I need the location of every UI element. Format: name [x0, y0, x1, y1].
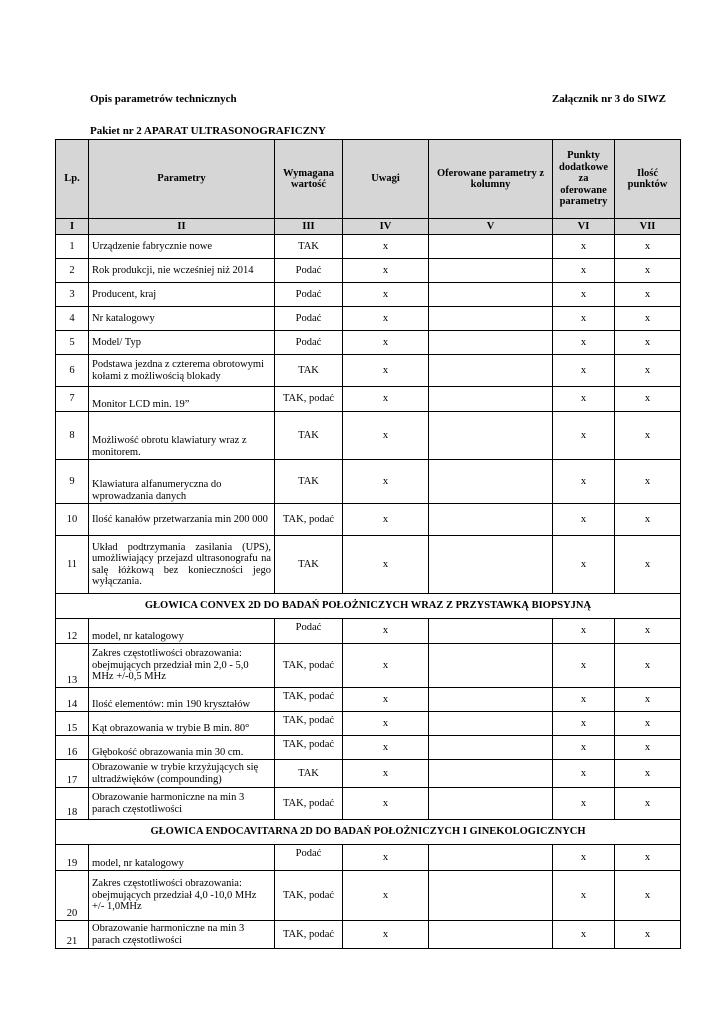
remarks-cell: x [343, 504, 429, 536]
offered-parameters-cell [429, 871, 553, 921]
row-number: 4 [56, 307, 89, 331]
points-count-cell: x [615, 921, 681, 949]
remarks-cell: x [343, 412, 429, 460]
extra-points-cell: x [553, 259, 615, 283]
row-number: 12 [56, 619, 89, 644]
roman-numeral: II [89, 219, 275, 235]
required-value: TAK, podać [275, 387, 343, 412]
required-value: TAK, podać [275, 644, 343, 688]
parameter-name: Producent, kraj [89, 283, 275, 307]
row-number: 6 [56, 355, 89, 387]
section-header-row [56, 820, 681, 845]
roman-numeral: V [429, 219, 553, 235]
remarks-cell: x [343, 307, 429, 331]
parameter-name: Obrazowanie harmoniczne na min 3 parach częstotliwości [89, 921, 275, 949]
points-count-cell: x [615, 259, 681, 283]
parameter-name: Klawiatura alfanumeryczna do wprowadzania danych [89, 460, 275, 504]
points-count-cell: x [615, 688, 681, 712]
points-count-cell: x [615, 504, 681, 536]
attachment-label: Załącznik nr 3 do SIWZ [551, 93, 666, 105]
remarks-cell: x [343, 688, 429, 712]
required-value: Podać [275, 619, 343, 644]
required-value: TAK [275, 235, 343, 259]
offered-parameters-cell [429, 235, 553, 259]
extra-points-cell: x [553, 921, 615, 949]
row-number: 10 [56, 504, 89, 536]
required-value: TAK [275, 536, 343, 594]
remarks-cell: x [343, 760, 429, 788]
points-count-cell: x [615, 331, 681, 355]
column-header-punkty: Punkty dodatkowe za oferowane parametry [553, 140, 615, 219]
parameter-name: model, nr katalogowy [89, 619, 275, 644]
points-count-cell: x [615, 619, 681, 644]
offered-parameters-cell [429, 736, 553, 760]
required-value: TAK, podać [275, 871, 343, 921]
offered-parameters-cell [429, 412, 553, 460]
points-count-cell: x [615, 307, 681, 331]
required-value: Podać [275, 259, 343, 283]
row-number: 17 [56, 760, 89, 788]
extra-points-cell: x [553, 387, 615, 412]
column-header-uwagi: Uwagi [343, 140, 429, 219]
table-row [56, 504, 681, 536]
parameter-name: Ilość kanałów przetwarzania min 200 000 [89, 504, 275, 536]
section-header-row [56, 594, 681, 619]
points-count-cell: x [615, 460, 681, 504]
remarks-cell: x [343, 788, 429, 820]
points-count-cell: x [615, 760, 681, 788]
required-value: TAK, podać [275, 736, 343, 760]
row-number: 13 [56, 644, 89, 688]
extra-points-cell: x [553, 460, 615, 504]
offered-parameters-cell [429, 712, 553, 736]
remarks-cell: x [343, 921, 429, 949]
column-header-parametry: Parametry [89, 140, 275, 219]
remarks-cell: x [343, 460, 429, 504]
extra-points-cell: x [553, 412, 615, 460]
remarks-cell: x [343, 644, 429, 688]
parameter-name: Podstawa jezdna z czterema obrotowymi kołami z możliwością blokady [89, 355, 275, 387]
extra-points-cell: x [553, 619, 615, 644]
row-number: 20 [56, 871, 89, 921]
row-number: 19 [56, 845, 89, 871]
required-value: TAK [275, 412, 343, 460]
parameter-name: Głębokość obrazowania min 30 cm. [89, 736, 275, 760]
roman-numeral-row [56, 219, 681, 235]
extra-points-cell: x [553, 355, 615, 387]
table-row [56, 259, 681, 283]
required-value: TAK, podać [275, 921, 343, 949]
parameter-name: Kąt obrazowania w trybie B min. 80° [89, 712, 275, 736]
required-value: TAK, podać [275, 688, 343, 712]
points-count-cell: x [615, 845, 681, 871]
roman-numeral: IV [343, 219, 429, 235]
remarks-cell: x [343, 283, 429, 307]
remarks-cell: x [343, 331, 429, 355]
offered-parameters-cell [429, 644, 553, 688]
extra-points-cell: x [553, 536, 615, 594]
extra-points-cell: x [553, 644, 615, 688]
points-count-cell: x [615, 871, 681, 921]
row-number: 9 [56, 460, 89, 504]
points-count-cell: x [615, 387, 681, 412]
roman-numeral: VII [615, 219, 681, 235]
extra-points-cell: x [553, 307, 615, 331]
required-value: Podać [275, 331, 343, 355]
table-row [56, 412, 681, 460]
extra-points-cell: x [553, 760, 615, 788]
table-row [56, 331, 681, 355]
table-row [56, 307, 681, 331]
offered-parameters-cell [429, 460, 553, 504]
remarks-cell: x [343, 536, 429, 594]
extra-points-cell: x [553, 283, 615, 307]
column-header-wymagana: Wymagana wartość [275, 140, 343, 219]
column-header-lp: Lp. [56, 140, 89, 219]
row-number: 18 [56, 788, 89, 820]
table-row [56, 460, 681, 504]
parameter-name: Zakres częstotliwości obrazowania: obejmujących przedział min 2,0 - 5,0 MHz +/-0,5 MHz [89, 644, 275, 688]
parameter-name: Układ podtrzymania zasilania (UPS), umożliwiający przejazd ultrasonografu na salę łóżkową bez konieczności jego wyłączania. [89, 536, 275, 594]
required-value: TAK [275, 760, 343, 788]
table-row [56, 845, 681, 871]
remarks-cell: x [343, 259, 429, 283]
row-number: 14 [56, 688, 89, 712]
extra-points-cell: x [553, 331, 615, 355]
required-value: TAK, podać [275, 788, 343, 820]
points-count-cell: x [615, 355, 681, 387]
parameter-name: Monitor LCD min. 19” [89, 387, 275, 412]
table-row [56, 921, 681, 949]
row-number: 5 [56, 331, 89, 355]
points-count-cell: x [615, 283, 681, 307]
parameter-name: Obrazowanie w trybie krzyżujących się ultradźwięków (compounding) [89, 760, 275, 788]
document-title: Opis parametrów technicznych [90, 93, 237, 105]
points-count-cell: x [615, 712, 681, 736]
extra-points-cell: x [553, 504, 615, 536]
offered-parameters-cell [429, 307, 553, 331]
header-row [56, 140, 681, 219]
extra-points-cell: x [553, 845, 615, 871]
required-value: Podać [275, 307, 343, 331]
offered-parameters-cell [429, 355, 553, 387]
required-value: Podać [275, 845, 343, 871]
remarks-cell: x [343, 845, 429, 871]
points-count-cell: x [615, 644, 681, 688]
offered-parameters-cell [429, 331, 553, 355]
row-number: 8 [56, 412, 89, 460]
offered-parameters-cell [429, 259, 553, 283]
offered-parameters-cell [429, 536, 553, 594]
parameter-name: Ilość elementów: min 190 kryształów [89, 688, 275, 712]
parameter-name: Nr katalogowy [89, 307, 275, 331]
extra-points-cell: x [553, 871, 615, 921]
table-row [56, 788, 681, 820]
table-row [56, 871, 681, 921]
section-title-convex: GŁOWICA CONVEX 2D DO BADAŃ POŁOŻNICZYCH WRAZ Z PRZYSTAWKĄ BIOPSYJNĄ [56, 594, 681, 619]
offered-parameters-cell [429, 688, 553, 712]
package-title: Pakiet nr 2 APARAT ULTRASONOGRAFICZNY [90, 125, 326, 137]
required-value: TAK [275, 355, 343, 387]
table-row [56, 619, 681, 644]
offered-parameters-cell [429, 788, 553, 820]
points-count-cell: x [615, 536, 681, 594]
required-value: TAK, podać [275, 712, 343, 736]
points-count-cell: x [615, 235, 681, 259]
offered-parameters-cell [429, 845, 553, 871]
extra-points-cell: x [553, 736, 615, 760]
points-count-cell: x [615, 412, 681, 460]
remarks-cell: x [343, 235, 429, 259]
offered-parameters-cell [429, 283, 553, 307]
required-value: TAK, podać [275, 504, 343, 536]
parameter-name: Możliwość obrotu klawiatury wraz z monitorem. [89, 412, 275, 460]
offered-parameters-cell [429, 619, 553, 644]
row-number: 7 [56, 387, 89, 412]
parameter-name: model, nr katalogowy [89, 845, 275, 871]
extra-points-cell: x [553, 688, 615, 712]
row-number: 3 [56, 283, 89, 307]
column-header-ilosc: Ilość punktów [615, 140, 681, 219]
column-header-oferowane: Oferowane parametry z kolumny [429, 140, 553, 219]
table-row [56, 355, 681, 387]
remarks-cell: x [343, 355, 429, 387]
roman-numeral: VI [553, 219, 615, 235]
remarks-cell: x [343, 387, 429, 412]
remarks-cell: x [343, 712, 429, 736]
parameters-table [55, 139, 681, 949]
extra-points-cell: x [553, 788, 615, 820]
roman-numeral: I [56, 219, 89, 235]
required-value: TAK [275, 460, 343, 504]
row-number: 21 [56, 921, 89, 949]
points-count-cell: x [615, 736, 681, 760]
extra-points-cell: x [553, 235, 615, 259]
parameter-name: Zakres częstotliwości obrazowania: obejmujących przedział 4,0 -10,0 MHz +/- 1,0MHz [89, 871, 275, 921]
table-row [56, 536, 681, 594]
remarks-cell: x [343, 619, 429, 644]
row-number: 2 [56, 259, 89, 283]
points-count-cell: x [615, 788, 681, 820]
row-number: 11 [56, 536, 89, 594]
required-value: Podać [275, 283, 343, 307]
table-row [56, 688, 681, 712]
table-row [56, 644, 681, 688]
parameter-name: Urządzenie fabrycznie nowe [89, 235, 275, 259]
row-number: 1 [56, 235, 89, 259]
offered-parameters-cell [429, 760, 553, 788]
parameter-name: Rok produkcji, nie wcześniej niż 2014 [89, 259, 275, 283]
roman-numeral: III [275, 219, 343, 235]
extra-points-cell: x [553, 712, 615, 736]
table-row [56, 712, 681, 736]
row-number: 15 [56, 712, 89, 736]
remarks-cell: x [343, 736, 429, 760]
offered-parameters-cell [429, 921, 553, 949]
table-row [56, 736, 681, 760]
offered-parameters-cell [429, 504, 553, 536]
parameter-name: Model/ Typ [89, 331, 275, 355]
parameter-name: Obrazowanie harmoniczne na min 3 parach częstotliwości [89, 788, 275, 820]
section-title-endocavitarna: GŁOWICA ENDOCAVITARNA 2D DO BADAŃ POŁOŻNICZYCH I GINEKOLOGICZNYCH [56, 820, 681, 845]
table-row [56, 760, 681, 788]
row-number: 16 [56, 736, 89, 760]
table-row [56, 387, 681, 412]
table-row [56, 235, 681, 259]
table-row [56, 283, 681, 307]
remarks-cell: x [343, 871, 429, 921]
offered-parameters-cell [429, 387, 553, 412]
